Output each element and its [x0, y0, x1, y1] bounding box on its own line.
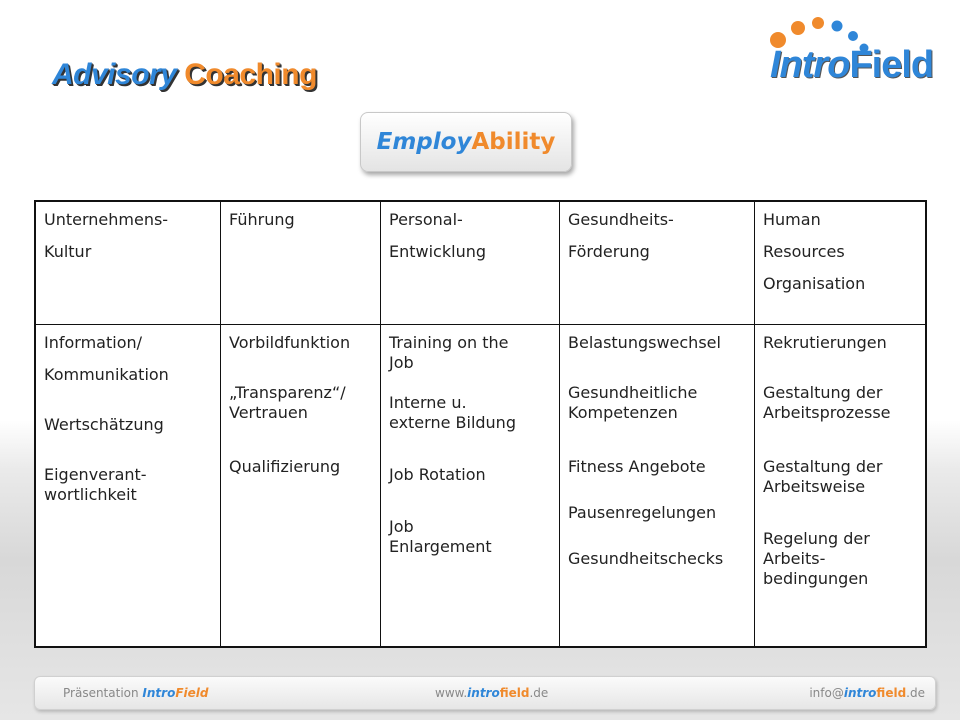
footer-bar: [34, 676, 936, 710]
footer-text: .de: [529, 686, 549, 700]
list-item: Belastungswechsel: [568, 333, 721, 352]
footer-text: .de: [906, 686, 925, 700]
badge-employ: Employ: [376, 129, 472, 155]
header-line: Führung: [229, 210, 295, 229]
header-line: Unternehmens-: [44, 210, 169, 229]
footer-brand-field: field: [876, 686, 907, 700]
list-item: Gestaltung der Arbeitsweise: [763, 457, 883, 496]
footer-presentation: [63, 686, 208, 700]
list-item: Vorbildfunktion: [229, 333, 351, 352]
header-cell-human-resources: [755, 201, 927, 325]
footer-website-link[interactable]: [435, 686, 548, 700]
introfield-logo: [770, 44, 933, 87]
list-item: Training on the Job: [389, 333, 509, 372]
footer-text: www.: [435, 686, 468, 700]
header-cell-fuehrung: [221, 201, 381, 325]
cell-gesundheitsfoerderung: [560, 325, 755, 648]
list-item: Information/: [44, 333, 143, 352]
footer-text: info@: [809, 686, 844, 700]
footer-brand-intro: intro: [467, 686, 500, 700]
header-line: Human: [763, 210, 821, 229]
page-title: [52, 58, 317, 92]
title-advisory: Advisory: [52, 58, 177, 91]
list-item: Wertschätzung: [44, 415, 164, 434]
list-item: Interne u. externe Bildung: [389, 393, 516, 432]
header-cell-personalentwicklung: [381, 201, 560, 325]
header-cell-unternehmenskultur: [35, 201, 221, 325]
header-line: Entwicklung: [389, 242, 486, 261]
title-coaching: Coaching: [184, 58, 317, 91]
list-item: Rekrutierungen: [763, 333, 887, 352]
cell-fuehrung: [221, 325, 381, 648]
list-item: Job Rotation: [389, 465, 486, 484]
footer-brand-field: Field: [175, 686, 209, 700]
list-item: Qualifizierung: [229, 457, 341, 476]
logo-field: Field: [849, 44, 934, 86]
cell-personalentwicklung: [381, 325, 560, 648]
header-line: Resources: [763, 242, 845, 261]
header-line: Förderung: [568, 242, 650, 261]
header-line: Gesundheits-: [568, 210, 674, 229]
list-item: Gesundheitschecks: [568, 549, 724, 568]
employability-badge: [360, 112, 572, 172]
logo-intro: Intro: [770, 44, 850, 86]
list-item: Eigenverant- wortlichkeit: [44, 465, 147, 504]
list-item: „Transparenz“/ Vertrauen: [229, 383, 346, 422]
footer-brand-intro: Intro: [142, 686, 176, 700]
header-line: Organisation: [763, 274, 866, 293]
header-line: Kultur: [44, 242, 92, 261]
list-item: Fitness Angebote: [568, 457, 706, 476]
footer-brand-field: field: [499, 686, 530, 700]
badge-ability: Ability: [471, 129, 556, 155]
list-item: Gestaltung der Arbeitsprozesse: [763, 383, 891, 422]
cell-unternehmenskultur: [35, 325, 221, 648]
header-cell-gesundheitsfoerderung: [560, 201, 755, 325]
footer-email-link[interactable]: [809, 686, 925, 700]
table-body-row: [35, 325, 926, 648]
header-line: Personal-: [389, 210, 463, 229]
employability-table: [34, 200, 927, 648]
list-item: Regelung der Arbeits- bedingungen: [763, 529, 870, 588]
list-item: Gesundheitliche Kompetenzen: [568, 383, 698, 422]
list-item: Pausenregelungen: [568, 503, 717, 522]
footer-text: Präsentation: [63, 686, 143, 700]
cell-human-resources: [755, 325, 927, 648]
list-item: Job Enlargement: [389, 517, 492, 556]
footer-brand-intro: intro: [843, 686, 877, 700]
list-item: Kommunikation: [44, 365, 169, 384]
table-header-row: [35, 201, 926, 325]
